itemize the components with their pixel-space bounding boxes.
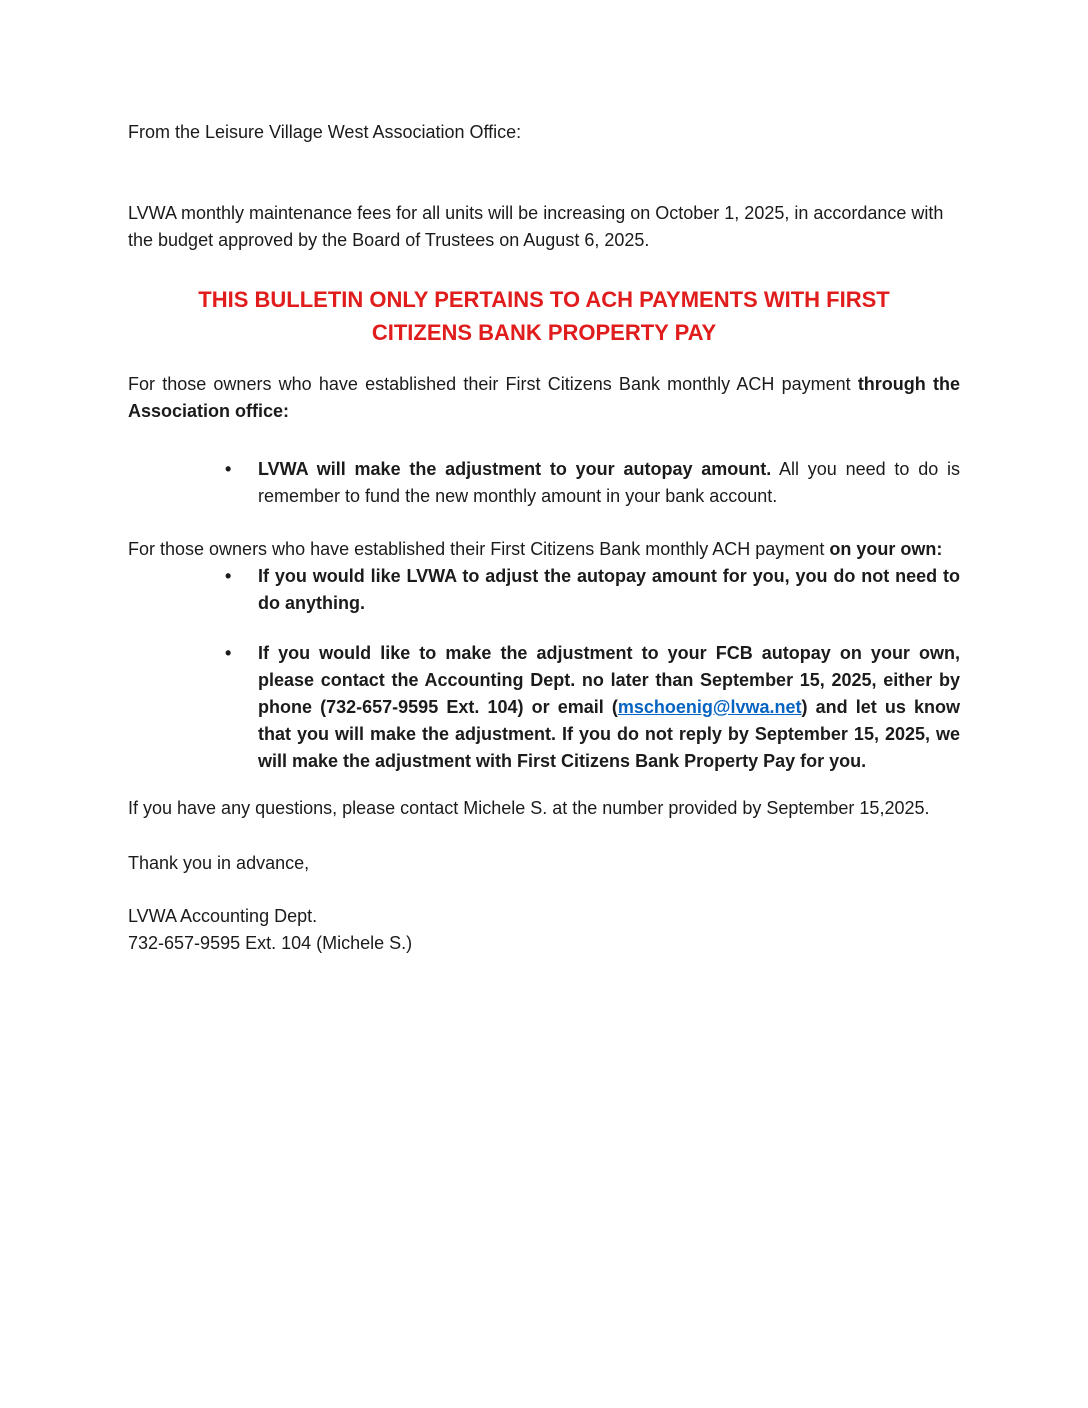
bullet-icon: •	[225, 566, 232, 586]
opening-paragraph: LVWA monthly maintenance fees for all units will be increasing on October 1, 2025, in accordance with the budget approved by the Board of Trustees on August 6, 2025.	[128, 203, 944, 250]
section-office-lead	[128, 371, 960, 425]
closing-paragraph: If you have any questions, please contact Michele S. at the number provided by September 15,2025.	[128, 798, 930, 818]
bullet-own-no-action-text: If you would like LVWA to adjust the autopay amount for you, you do not need to do anything.	[258, 566, 960, 613]
signature-dept-line: LVWA Accounting Dept.	[128, 906, 318, 926]
document-content	[128, 119, 960, 957]
bulletin-heading	[128, 283, 960, 349]
bullet-own-no-action	[128, 563, 960, 617]
email-link[interactable]: mschoenig@lvwa.net	[617, 697, 802, 717]
bullet-icon: •	[225, 459, 232, 479]
bullet-office-bold-text: LVWA will make the adjustment to your autopay amount.	[258, 459, 772, 479]
section-office-lead-normal: For those owners who have established their First Citizens Bank monthly ACH payment	[128, 374, 858, 394]
thanks-line: Thank you in advance,	[128, 853, 310, 873]
bullet-office-normal-text: All you need to do is remember to fund the new monthly amount in your bank account.	[258, 459, 960, 506]
intro-line: From the Leisure Village West Association Office:	[128, 122, 522, 142]
bullet-icon: •	[225, 643, 232, 663]
section-office-lead-bold: through the Association office:	[128, 374, 960, 421]
bullet-own-adjustment-after-link: ) and let us know that you will make the adjustment. If you do not reply by September 15, 2025, we will make the adjustment with First Citizens Bank Property Pay for you.	[258, 697, 961, 771]
bulletin-heading-line1: THIS BULLETIN ONLY PERTAINS TO ACH PAYMENTS WITH FIRST	[198, 287, 890, 312]
signature-phone-line: 732-657-9595 Ext. 104 (Michele S.)	[128, 933, 413, 953]
bullet-own-adjustment	[128, 640, 960, 775]
bulletin-heading-line2: CITIZENS BANK PROPERTY PAY	[371, 320, 717, 345]
section-own-lead-bold: on your own:	[829, 539, 943, 559]
section-own-lead-normal: For those owners who have established their First Citizens Bank monthly ACH payment	[128, 539, 830, 559]
bullet-office-autopay	[128, 456, 960, 510]
section-own-lead	[128, 536, 960, 563]
bullet-own-adjustment-before-link: If you would like to make the adjustment to your FCB autopay on your own, please contact the Accounting Dept. no later than September 15, 2025, either by phone (732-657-9595 Ext. 104) or email (	[258, 643, 960, 717]
